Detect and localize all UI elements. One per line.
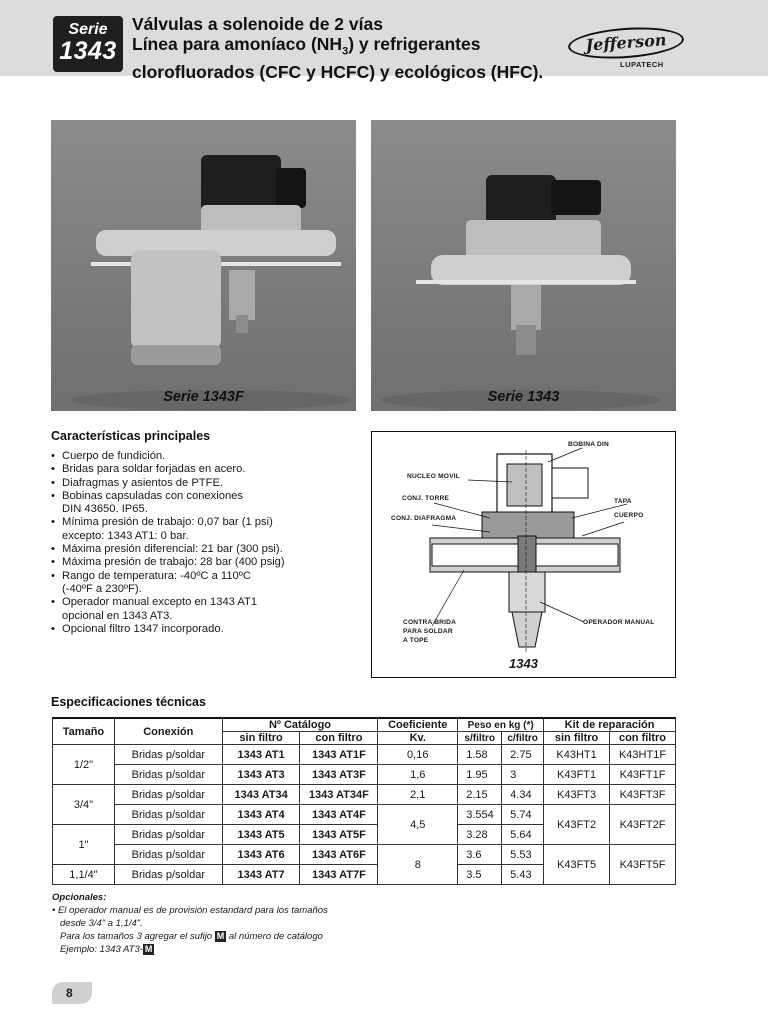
cat-sin-cell: 1343 AT3 xyxy=(222,765,300,785)
cat-sin-cell: 1343 AT34 xyxy=(222,785,300,805)
col-peso-c-filtro: c/filtro xyxy=(502,732,544,745)
col-cat-sin-filtro: sin filtro xyxy=(222,732,300,745)
serie-label: Serie xyxy=(68,21,108,38)
kv-cell: 0,16 xyxy=(378,745,458,765)
size-cell: 1" xyxy=(53,825,115,865)
photo-serie-1343f xyxy=(51,120,356,411)
notes-line-4-a: Ejemplo: 1343 AT3- xyxy=(60,944,143,955)
peso-c-cell: 5.74 xyxy=(502,805,544,825)
cat-con-cell: 1343 AT4F xyxy=(300,805,378,825)
peso-c-cell: 5.43 xyxy=(502,865,544,885)
page-header xyxy=(0,0,768,82)
title-line-2-b: ) y refrigerantes xyxy=(348,34,481,54)
cat-sin-cell: 1343 AT1 xyxy=(222,745,300,765)
cat-sin-cell: 1343 AT7 xyxy=(222,865,300,885)
col-kit: Kit de reparación xyxy=(544,718,676,732)
peso-c-cell: 5.53 xyxy=(502,845,544,865)
serie-badge xyxy=(53,16,123,72)
kit-sin-cell: K43HT1 xyxy=(544,745,610,765)
kit-sin-cell: K43FT3 xyxy=(544,785,610,805)
feature-item: • Operador manual excepto en 1343 AT1 opcional en 1343 AT3. xyxy=(51,596,351,623)
notes-line-2: desde 3/4" a 1,1/4". xyxy=(60,918,143,929)
table-row xyxy=(53,805,676,825)
brand-name: Jefferson xyxy=(567,24,685,62)
col-conexion: Conexión xyxy=(114,718,222,745)
diagram-caption: 1343 xyxy=(509,656,538,671)
specs-title: Especificaciones técnicas xyxy=(51,695,206,709)
feature-item: • Rango de temperatura: -40ºC a 110ºC (-40ºF a 230ºF). xyxy=(51,570,351,597)
feature-item: • Máxima presión de trabajo: 28 bar (400 psig) xyxy=(51,556,351,569)
page-number: 8 xyxy=(66,986,73,1000)
conexion-cell: Bridas p/soldar xyxy=(114,865,222,885)
label-tapa: TAPA xyxy=(614,498,632,505)
title-line-2-a: Línea para amoníaco (NH xyxy=(132,34,343,54)
notes-line-4 xyxy=(52,943,372,956)
table-row xyxy=(53,765,676,785)
features-title: Características principales xyxy=(51,429,211,443)
feature-item: • Máxima presión diferencial: 21 bar (300 psi). xyxy=(51,543,351,556)
label-conj-torre: CONJ. TORRE xyxy=(402,495,450,502)
peso-c-cell: 5.64 xyxy=(502,825,544,845)
cat-con-cell: 1343 AT34F xyxy=(300,785,378,805)
notes-line-3-b: al número de catálogo xyxy=(226,931,323,942)
kit-sin-cell: K43FT5 xyxy=(544,845,610,885)
cat-sin-cell: 1343 AT4 xyxy=(222,805,300,825)
photo-caption-1343f: Serie 1343F xyxy=(163,389,244,405)
cat-con-cell: 1343 AT3F xyxy=(300,765,378,785)
cross-section-diagram xyxy=(371,431,676,678)
feature-item: • Opcional filtro 1347 incorporado. xyxy=(51,623,351,636)
feature-item: • Mínima presión de trabajo: 0,07 bar (1 psi) excepto: 1343 AT1: 0 bar. xyxy=(51,516,351,543)
feature-item: • Diafragmas y asientos de PTFE. xyxy=(51,477,351,490)
col-coeficiente: Coeficiente xyxy=(378,718,458,732)
title-line-3: clorofluorados (CFC y HCFC) y ecológicos (HFC). xyxy=(132,61,544,82)
notes-line-1: • El operador manual es de provisión estandard para los tamaños xyxy=(52,905,328,916)
feature-item: • Bobinas capsuladas con conexiones DIN 43650. IP65. xyxy=(51,490,351,517)
conexion-cell: Bridas p/soldar xyxy=(114,845,222,865)
specs-table xyxy=(52,717,676,885)
kit-con-cell: K43FT2F xyxy=(610,805,676,845)
page-title xyxy=(132,14,543,82)
notes-title: Opcionales: xyxy=(52,892,107,903)
optional-notes xyxy=(52,891,372,956)
kit-con-cell: K43FT3F xyxy=(610,785,676,805)
kv-cell: 1,6 xyxy=(378,765,458,785)
label-contra-brida-2: PARA SOLDAR xyxy=(403,628,453,635)
photo-serie-1343 xyxy=(371,120,676,411)
size-cell: 1,1/4" xyxy=(53,865,115,885)
peso-s-cell: 3.554 xyxy=(458,805,502,825)
title-line-2 xyxy=(132,34,543,62)
label-contra-brida-1: CONTRA BRIDA xyxy=(403,619,457,626)
kit-con-cell: K43HT1F xyxy=(610,745,676,765)
peso-c-cell: 4.34 xyxy=(502,785,544,805)
conexion-cell: Bridas p/soldar xyxy=(114,785,222,805)
label-operador: OPERADOR MANUAL xyxy=(583,619,655,626)
features-list xyxy=(51,450,351,636)
conexion-cell: Bridas p/soldar xyxy=(114,805,222,825)
peso-s-cell: 2.15 xyxy=(458,785,502,805)
table-row xyxy=(53,845,676,865)
cat-con-cell: 1343 AT5F xyxy=(300,825,378,845)
label-nucleo: NUCLEO MOVIL xyxy=(407,473,460,480)
cat-con-cell: 1343 AT7F xyxy=(300,865,378,885)
col-kit-con-filtro: con filtro xyxy=(610,732,676,745)
valve-1343-image xyxy=(371,120,676,411)
label-bobina: BOBINA DIN xyxy=(568,441,609,448)
cat-con-cell: 1343 AT6F xyxy=(300,845,378,865)
suffix-badge: M xyxy=(216,931,225,941)
table-row xyxy=(53,745,676,765)
brand-logo xyxy=(568,24,688,70)
conexion-cell: Bridas p/soldar xyxy=(114,745,222,765)
peso-s-cell: 1.58 xyxy=(458,745,502,765)
label-cuerpo: CUERPO xyxy=(614,512,644,519)
cat-con-cell: 1343 AT1F xyxy=(300,745,378,765)
peso-s-cell: 3.28 xyxy=(458,825,502,845)
table-row xyxy=(53,785,676,805)
peso-c-cell: 2.75 xyxy=(502,745,544,765)
kit-sin-cell: K43FT1 xyxy=(544,765,610,785)
feature-item: • Bridas para soldar forjadas en acero. xyxy=(51,463,351,476)
serie-number: 1343 xyxy=(59,37,117,65)
peso-s-cell: 3.6 xyxy=(458,845,502,865)
size-cell: 1/2" xyxy=(53,745,115,785)
kit-sin-cell: K43FT2 xyxy=(544,805,610,845)
kv-cell: 2,1 xyxy=(378,785,458,805)
title-line-2-sub: 3 xyxy=(342,45,349,58)
col-tamano: Tamaño xyxy=(53,718,115,745)
brand-sub: LUPATECH xyxy=(620,60,664,69)
cat-sin-cell: 1343 AT5 xyxy=(222,825,300,845)
notes-line-3-a: Para los tamaños 3 agregar el sufijo xyxy=(60,931,215,942)
cat-sin-cell: 1343 AT6 xyxy=(222,845,300,865)
col-cat-con-filtro: con filtro xyxy=(300,732,378,745)
size-cell: 3/4" xyxy=(53,785,115,825)
example-suffix-badge: M xyxy=(144,944,153,954)
notes-line-3 xyxy=(52,930,372,943)
feature-item: • Cuerpo de fundición. xyxy=(51,450,351,463)
notes-line-1-text: El operador manual es de provisión estandard para los tamaños xyxy=(57,905,328,916)
peso-s-cell: 3.5 xyxy=(458,865,502,885)
peso-c-cell: 3 xyxy=(502,765,544,785)
label-conj-diafragma: CONJ. DIAFRAGMA xyxy=(391,515,457,522)
kit-con-cell: K43FT1F xyxy=(610,765,676,785)
col-kv: Kv. xyxy=(378,732,458,745)
peso-s-cell: 1.95 xyxy=(458,765,502,785)
label-contra-brida-3: A TOPE xyxy=(403,637,429,644)
page-number-tab xyxy=(52,982,92,1004)
col-peso-s-filtro: s/filtro xyxy=(458,732,502,745)
col-peso: Peso en kg (*) xyxy=(458,718,544,732)
valve-1343f-image xyxy=(51,120,356,411)
kv-cell: 4,5 xyxy=(378,805,458,845)
conexion-cell: Bridas p/soldar xyxy=(114,765,222,785)
photo-caption-1343: Serie 1343 xyxy=(487,389,560,405)
kit-con-cell: K43FT5F xyxy=(610,845,676,885)
title-line-1: Válvulas a solenoide de 2 vías xyxy=(132,14,383,34)
conexion-cell: Bridas p/soldar xyxy=(114,825,222,845)
kv-cell: 8 xyxy=(378,845,458,885)
col-kit-sin-filtro: sin filtro xyxy=(544,732,610,745)
col-catalogo: Nº Catálogo xyxy=(222,718,378,732)
